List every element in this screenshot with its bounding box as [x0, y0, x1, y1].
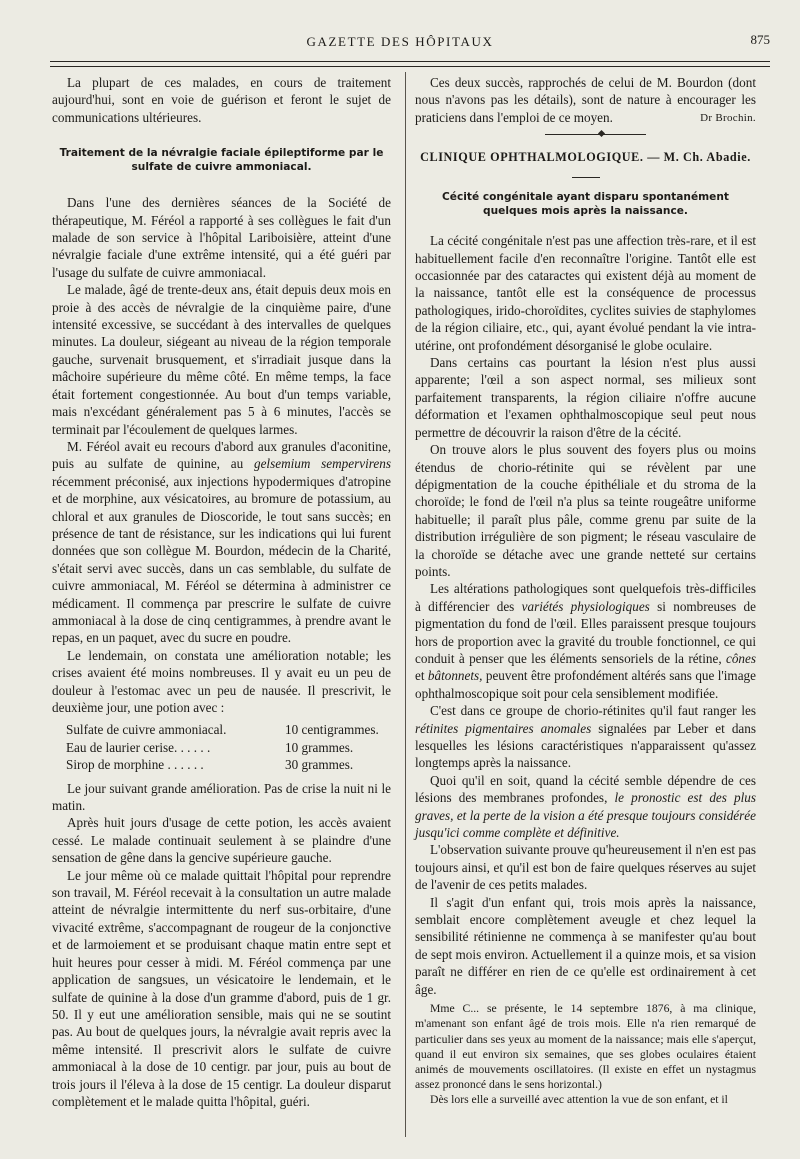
prescription-row	[66, 721, 391, 738]
paragraph: La plupart de ces malades, en cours de traitement aujourd'hui, sont en voie de guérison et feront le sujet de communications ultérieures.	[52, 75, 391, 125]
paragraph: La cécité congénitale n'est pas une affection très-rare, et il est habituellement facile d'en reconnaître l'origine. Tantôt elle est occasionnée par des cataractes qui existent déjà au moment de la naissance, tantôt elle est la conséquence de processus pathologiques, irido-choroïdites, cyclites suivies de staphylomes de la région ciliaire, etc., qui, ayant évolué pendant la vie intra-utérine, ont profondément désorganisé le globe oculaire.	[415, 233, 756, 353]
ornament-divider	[415, 131, 756, 139]
paragraph: C'est dans ce groupe de chorio-rétinites qu'il faut ranger les rétinites pigmentaires anomales signalées par Leber et dans lesquelles les lésions caractéristiques n'apparaissent qu'assez longtemps après la naissance.	[415, 703, 757, 771]
clinique-heading: CLINIQUE OPHTHALMOLOGIQUE. — M. Ch. Abadie.	[420, 150, 751, 165]
section-title: Traitement de la névralgie faciale épileptiforme par le sulfate de cuivre ammoniacal.	[59, 147, 384, 174]
signature: Dr Brochin.	[700, 111, 756, 124]
case-report-paragraph: Mme C... se présente, le 14 septembre 1876, à ma clinique, m'amenant son enfant âgé de trois mois. Elle n'a rien remarqué de particulier dans ses yeux au moment de la naissance; mais elle s'aperçut, quand il eut environ six semaines, que ses globes oculaires étaient animés de mouvements oscillatoires. (Il existe en effet un nystagmus assez prononcé dans le sens horizontal.)	[415, 1002, 756, 1092]
paragraph: Après huit jours d'usage de cette potion, les accès avaient cessé. Le malade continuait seulement à se plaindre d'une sensation de gêne dans la gencive supérieure gauche.	[52, 815, 391, 866]
prescription-item: Eau de laurier cerise. . . . . .	[66, 739, 211, 755]
running-title: GAZETTE DES HÔPITAUX	[306, 34, 494, 49]
paragraph: Il s'agit d'un enfant qui, trois mois après la naissance, semblait encore complètement aveugle et chez lequel la sensibilité rétinienne ne commença à se manifester qu'au bout de sept mois environ. Actuellement il a quinze mois, et sa vision paraît ne différer en rien de ce qu'elle est ordinairement à cet âge.	[415, 894, 756, 997]
column-divider	[405, 72, 406, 1137]
left-column	[52, 72, 391, 1110]
prescription-item: Sulfate de cuivre ammoniacal.	[66, 722, 227, 738]
prescription-table	[66, 721, 391, 773]
page-header	[0, 26, 800, 48]
paragraph: L'observation suivante prouve qu'heureusement il n'en est pas toujours ainsi, et qu'il est bon de faire quelques réserves au sujet de l'avenir de ces petits malades.	[415, 842, 756, 893]
paragraph: Les altérations pathologiques sont quelquefois très-difficiles à différencier des variétés physiologiques si nombreuses de pigmentation du fond de l'œil. Elles paraissent presque toujours hors de proportion avec la gravité du trouble fonctionnel, ce qui conduit à penser que les éléments sensoriels de la rétine, cônes et bâtonnets, peuvent être profondément altérés sans que l'image ophthalmoscopique soit pour cela sensiblement modifiée.	[415, 581, 756, 701]
paragraph: Ces deux succès, rapprochés de celui de M. Bourdon (dont nous n'avons pas les détails), sont de nature à encourager les praticiens dans l'emploi de ce moyen. Dr Brochin.	[415, 74, 756, 126]
prescription-dose: 10 grammes.	[285, 739, 354, 755]
paragraph: Le jour suivant grande amélioration. Pas de crise la nuit ni le matin.	[52, 780, 391, 814]
paragraph: Le malade, âgé de trente-deux ans, était depuis deux mois en proie à des accès de névralgie de la cinquième paire, d'une intensité excessive, se succédant à des intervalles de quelques minutes. La douleur, siégeant au niveau de la région temporale gauche, survenait brusquement, et s'irradiait jusque dans la mâchoire supérieure du même côté. En même temps, la face était fortement congestionnée. Au bout d'un temps variable, mais n'excédant généralement pas 5 à 6 minutes, l'accès se terminait par l'écoulement de quelques larmes.	[52, 282, 391, 437]
paragraph: Quoi qu'il en soit, quand la cécité semble dépendre de ces lésions des membranes profondes, le pronostic est des plus graves, et la perte de la vision a été presque toujours considérée jusqu'ici comme complète et définitive.	[415, 772, 756, 841]
section-title: Cécité congénitale ayant disparu spontanément quelques mois après la naissance.	[442, 191, 729, 218]
prescription-dose: 30 grammes.	[285, 757, 354, 773]
page-number: 875	[750, 32, 770, 47]
paragraph: Dans certains cas pourtant la lésion n'est plus aussi apparente; l'œil a son aspect normal, ses milieux sont parfaitement transparents, la région ciliaire n'offre aucune déformation et l'examen ophthalmoscopique seul peut nous permettre de découvrir la raison d'être de la cécité.	[415, 355, 756, 440]
prescription-row	[66, 756, 391, 773]
prescription-row	[66, 739, 391, 756]
paragraph: Le jour même où ce malade quittait l'hôpital pour reprendre son travail, M. Féréol recevait à la consultation un autre malade atteint de névralgie intermittente du nerf sus-orbitaire, d'une vivacité extrême, s'accompagnant de rougeur de la conjonctive et de larmoiement et se produisant chaque matin entre sept et huit heures pour cesser à midi. M. Féréol commença par une application de sangsues, un vésicatoire le lendemain, et le sulfate de quinine à la dose d'un gramme d'abord, puis de 1 gr. 50. Il y eut une amélioration sensible, mais qui ne se soutint pas. Au bout de quelques jours, la névralgie avait repris avec la même intensité. Il prescrivit alors le sulfate de cuivre ammoniacal à la dose de 10 centigr. par jour, puis au bout de trois jours il l'éleva à la dose de 15 centigr. La douleur disparut complètement et le malade quitta l'hôpital, guéri.	[52, 867, 391, 1109]
paragraph: M. Féréol avait eu recours d'abord aux granules d'aconitine, puis au sulfate de quinine, au gelsemium sempervirens récemment préconisé, aux injections hypodermiques d'atropine et de morphine, aux vésicatoires, au bromure de potassium, au chloral et aux granules de Dioscoride, le tout sans succès; en présence de tant de résistance, sur les indications qui lui furent données que son collègue M. Bourdon, médecin de la Charité, s'était servi avec succès, dans un cas semblable, du sulfate de cuivre ammoniacal, M. Féréol se détermina à administrer ce médicament. Il commença par prescrire le sulfate de cuivre ammoniacal à la dose de cinq centigrammes, à prendre avant le repas, en un paquet, avec du sucre en poudre.	[52, 438, 391, 646]
paragraph: Dans l'une des dernières séances de la Société de thérapeutique, M. Féréol a rapporté à ses collègues le fait d'un malade de son service à l'hôpital Lariboisière, atteint d'une névralgie faciale d'une extrême intensité, qui a été guéri par l'usage du sulfate de cuivre ammoniacal.	[52, 195, 391, 280]
header-rule	[50, 61, 770, 67]
case-report-paragraph: Dès lors elle a surveillé avec attention la vue de son enfant, et il	[430, 1093, 728, 1107]
prescription-item: Sirop de morphine . . . . . .	[66, 757, 204, 773]
prescription-dose: 10 centigrammes.	[285, 722, 379, 738]
right-column	[415, 72, 756, 1108]
paragraph: Le lendemain, on constata une amélioration notable; les crises avaient été moins nombreuses. Il y avait eu un peu de douleur à l'estomac avec un peu de nausée. Il prescrivit, le deuxième jour, une potion avec :	[52, 647, 391, 715]
paragraph: On trouve alors le plus souvent des foyers plus ou moins étendus de chorio-rétinite qui se révèlent par une dépigmentation de la couche épithéliale et du stroma de la choroïde; le fond de l'œil n'a plus sa teinte rougeâtre uniforme habituelle; il paraît plus pâle, comme grenu par suite de la distribution irrégulière de son pigment; le réseau vasculaire de la choroïde se détache avec une grande netteté sur certains points.	[415, 442, 756, 579]
